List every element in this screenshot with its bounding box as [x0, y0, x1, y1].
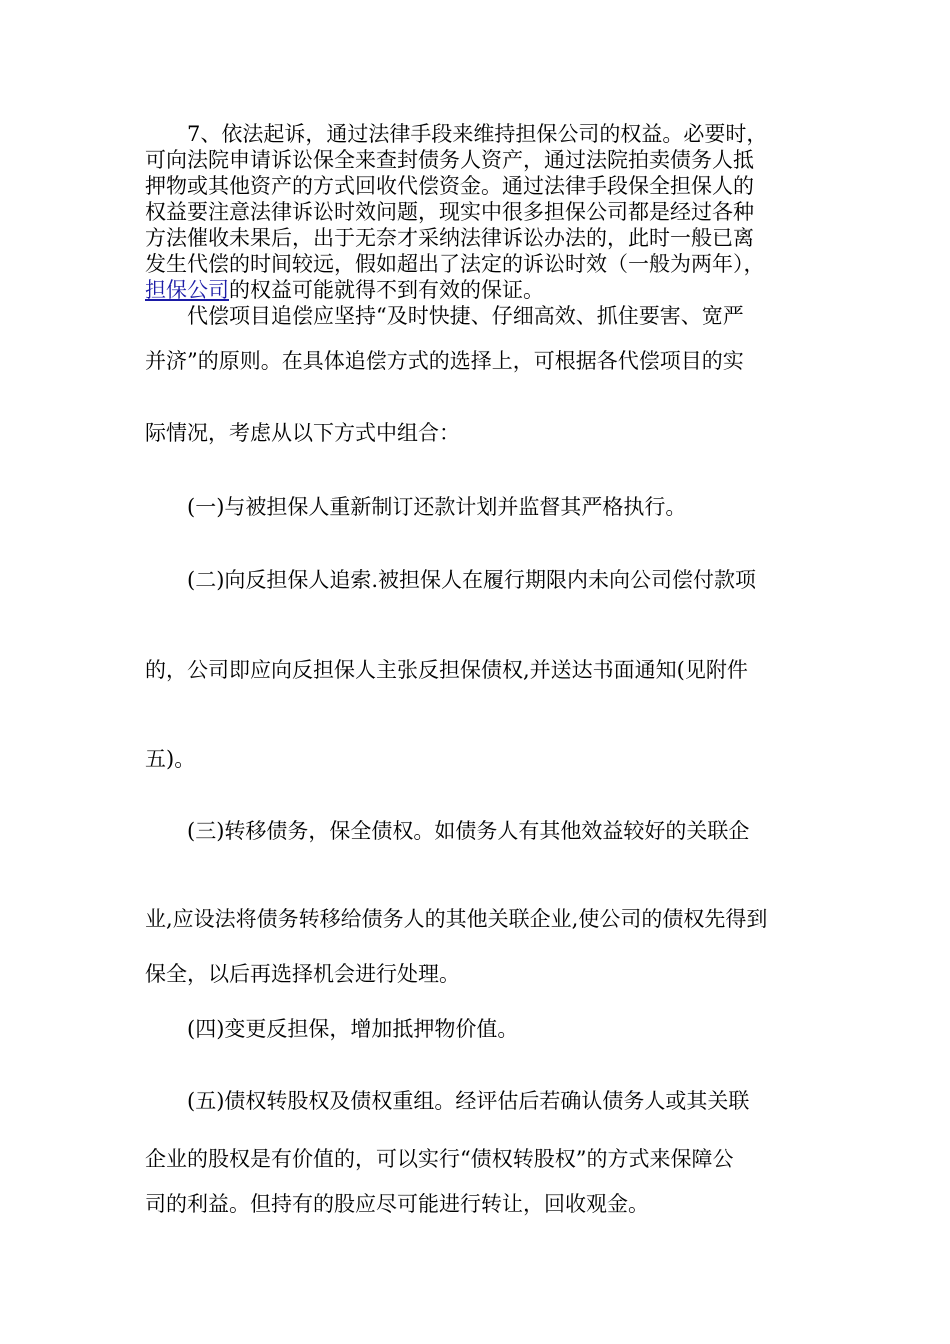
item-1-line-1: (一)与被担保人重新制订还款计划并监督其严格执行。 — [187, 495, 687, 519]
item-5-line-3: 司的利益。但持有的股应尽可能进行转让，回收观金。 — [145, 1192, 649, 1216]
item-2-line-1: (二)向反担保人追索.被担保人在履行期限内未向公司偿付款项 — [187, 568, 757, 592]
paragraph-7-line-5: 方法催收未果后，出于无奈才采纳法律诉讼办法的，此时一般已离 — [145, 226, 754, 250]
item-5-line-1: (五)债权转股权及债权重组。经评估后若确认债务人或其关联 — [187, 1089, 750, 1113]
item-3-line-3: 保全，以后再选择机会进行处理。 — [145, 962, 460, 986]
principle-line-2: 并济”的原则。在具体追偿方式的选择上，可根据各代偿项目的实 — [145, 349, 744, 373]
principle-line-1: 代偿项目追偿应坚持“及时快捷、仔细高效、抓住要害、宽严 — [187, 304, 744, 328]
paragraph-7-line-7-rest: 的权益可能就得不到有效的保证。 — [229, 278, 544, 302]
principle-line-3: 际情况，考虑从以下方式中组合： — [145, 421, 460, 445]
item-3-line-1: (三)转移债务，保全债权。如债务人有其他效益较好的关联企 — [187, 819, 750, 843]
paragraph-7-line-2: 可向法院申请诉讼保全来查封债务人资产，通过法院拍卖债务人抵 — [145, 148, 754, 172]
item-2-line-2: 的，公司即应向反担保人主张反担保债权,并送达书面通知(见附件 — [145, 658, 748, 682]
paragraph-7-line-1: 7、依法起诉，通过法律手段来维持担保公司的权益。必要时， — [187, 122, 768, 146]
paragraph-7-line-4: 权益要注意法律诉讼时效问题，现实中很多担保公司都是经过各种 — [145, 200, 754, 224]
item-4-line-1: (四)变更反担保，增加抵押物价值。 — [187, 1017, 519, 1041]
guarantee-company-link[interactable]: 担保公司 — [145, 278, 229, 302]
paragraph-7-line-6: 发生代偿的时间较远，假如超出了法定的诉讼时效（一般为两年）， — [145, 252, 765, 276]
item-3-line-2: 业,应设法将债务转移给债务人的其他关联企业,使公司的债权先得到 — [145, 907, 768, 931]
item-5-line-2: 企业的股权是有价值的，可以实行“债权转股权”的方式来保障公 — [145, 1147, 734, 1171]
paragraph-7-line-3: 押物或其他资产的方式回收代偿资金。通过法律手段保全担保人的 — [145, 174, 754, 198]
paragraph-7-line-7 — [145, 277, 544, 303]
item-2-line-3: 五)。 — [145, 747, 196, 771]
